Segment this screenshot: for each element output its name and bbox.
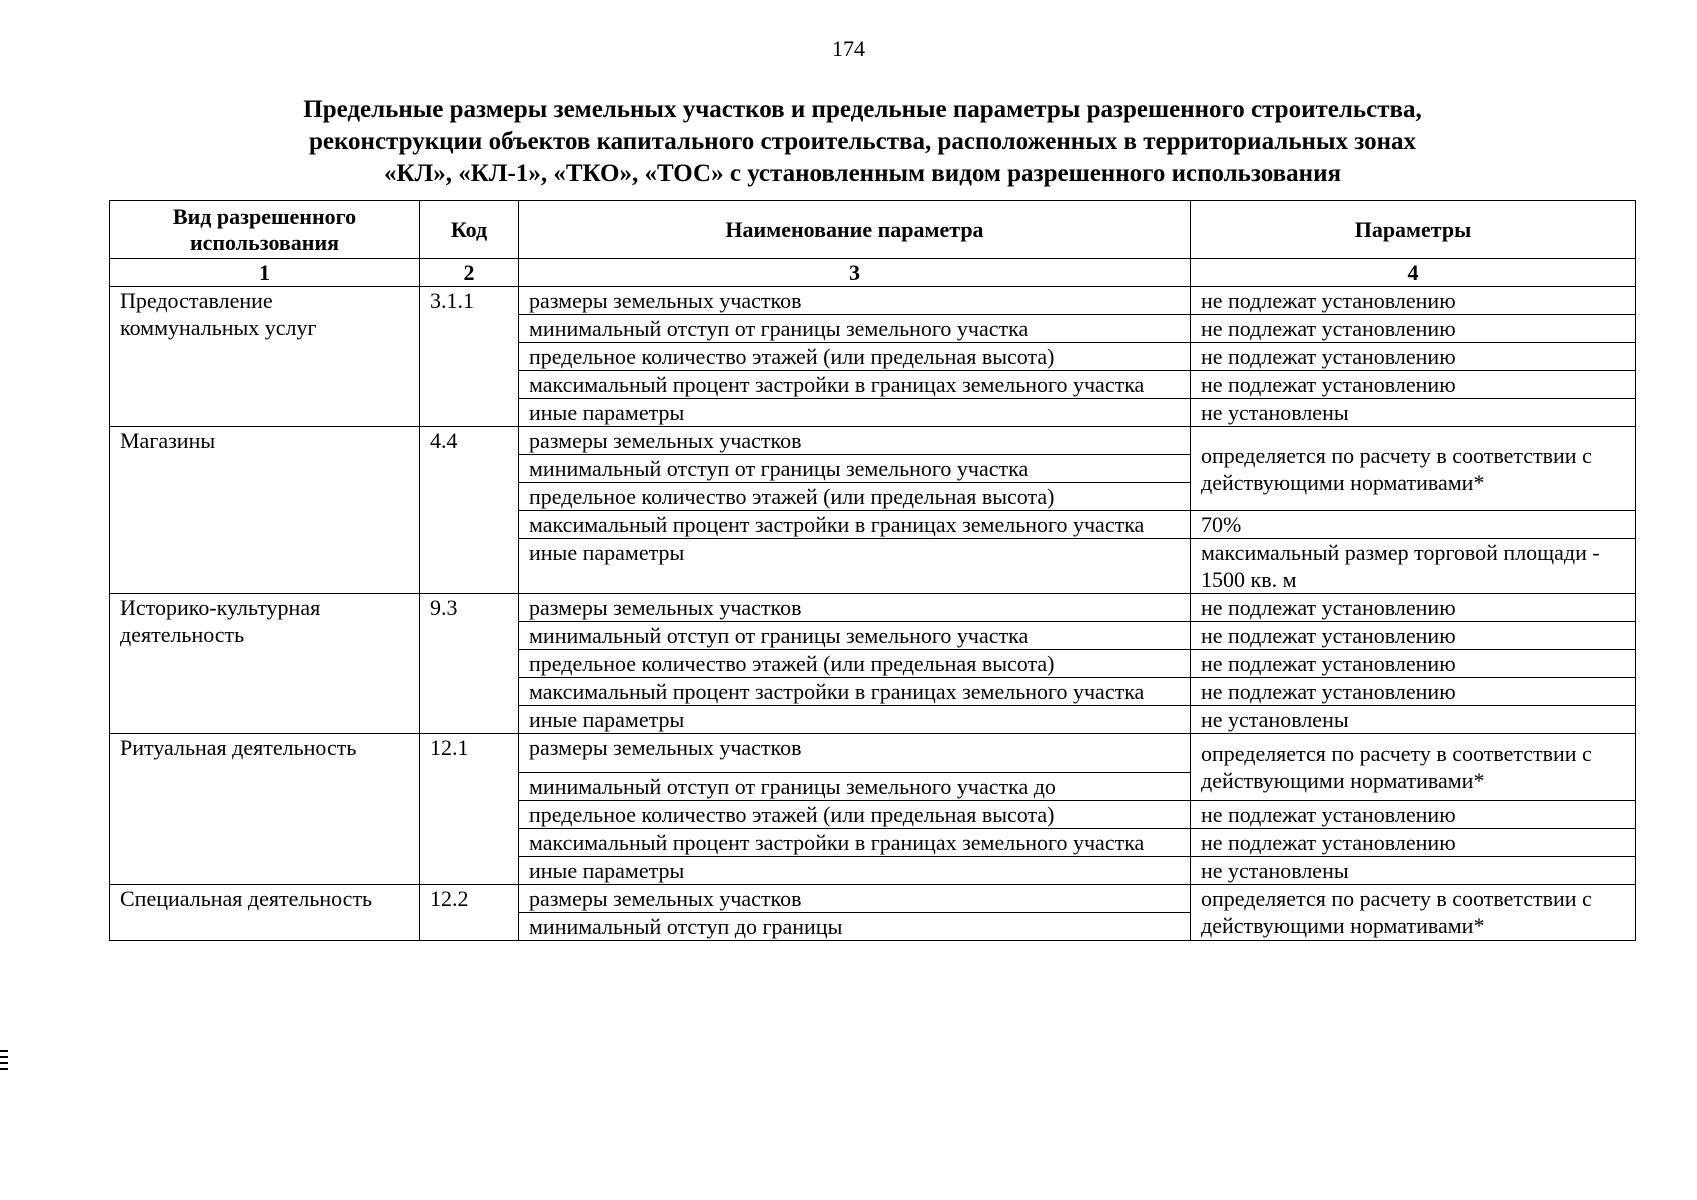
param-value-cell: определяется по расчету в соответствии с действующими нормативами* bbox=[1191, 427, 1636, 511]
param-name-cell: предельное количество этажей (или предельная высота) bbox=[519, 343, 1191, 371]
param-value-cell: не подлежат установлению bbox=[1191, 287, 1636, 315]
page-title bbox=[0, 94, 1697, 190]
parameters-table bbox=[109, 200, 1636, 941]
table-row bbox=[110, 885, 1636, 913]
param-value-cell: не подлежат установлению bbox=[1191, 650, 1636, 678]
param-name-cell: размеры земельных участков bbox=[519, 287, 1191, 315]
param-value-cell: не подлежат установлению bbox=[1191, 343, 1636, 371]
param-name-cell: иные параметры bbox=[519, 539, 1191, 594]
col-number: 2 bbox=[420, 259, 519, 287]
param-value-cell: не подлежат установлению bbox=[1191, 594, 1636, 622]
param-value-cell: не подлежат установлению bbox=[1191, 622, 1636, 650]
param-value-cell: определяется по расчету в соответствии с действующими нормативами* bbox=[1191, 885, 1636, 941]
param-name-cell: размеры земельных участков bbox=[519, 427, 1191, 455]
title-line-2: реконструкции объектов капитального строительства, расположенных в территориальных зонах bbox=[308, 128, 1417, 155]
param-name-cell: размеры земельных участков bbox=[519, 734, 1191, 773]
col-number: 4 bbox=[1191, 259, 1636, 287]
param-value-cell: не подлежат установлению bbox=[1191, 315, 1636, 343]
param-name-cell: максимальный процент застройки в границах земельного участка bbox=[519, 829, 1191, 857]
param-value-cell: максимальный размер торговой площади - 1500 кв. м bbox=[1191, 539, 1636, 594]
table-row bbox=[110, 594, 1636, 622]
param-value-cell: не установлены bbox=[1191, 706, 1636, 734]
code-cell: 3.1.1 bbox=[420, 287, 519, 427]
table-row bbox=[110, 287, 1636, 315]
param-name-cell: иные параметры bbox=[519, 857, 1191, 885]
code-cell: 4.4 bbox=[420, 427, 519, 594]
param-name-cell: размеры земельных участков bbox=[519, 885, 1191, 913]
param-value-cell: не подлежат установлению bbox=[1191, 801, 1636, 829]
param-value-cell: определяется по расчету в соответствии с действующими нормативами* bbox=[1191, 734, 1636, 801]
use-cell: Предоставление коммунальных услуг bbox=[110, 287, 420, 427]
page-number: 174 bbox=[832, 36, 865, 61]
use-cell: Магазины bbox=[110, 427, 420, 594]
param-name-cell: предельное количество этажей (или предельная высота) bbox=[519, 650, 1191, 678]
title-line-3: «КЛ», «КЛ-1», «ТКО», «ТОС» с установленным видом разрешенного использования bbox=[383, 160, 1342, 187]
param-name-cell: максимальный процент застройки в границах земельного участка bbox=[519, 511, 1191, 539]
param-value-cell: не подлежат установлению bbox=[1191, 371, 1636, 399]
param-name-cell: минимальный отступ от границы земельного участка до bbox=[519, 773, 1191, 801]
use-cell: Ритуальная деятельность bbox=[110, 734, 420, 885]
param-name-cell: предельное количество этажей (или предельная высота) bbox=[519, 483, 1191, 511]
param-name-cell: размеры земельных участков bbox=[519, 594, 1191, 622]
param-name-cell: минимальный отступ от границы земельного участка bbox=[519, 315, 1191, 343]
param-name-cell: максимальный процент застройки в границах земельного участка bbox=[519, 371, 1191, 399]
header-code: Код bbox=[420, 201, 519, 259]
param-name-cell: максимальный процент застройки в границах земельного участка bbox=[519, 678, 1191, 706]
table-row bbox=[110, 734, 1636, 773]
param-value-cell: 70% bbox=[1191, 511, 1636, 539]
code-cell: 12.2 bbox=[420, 885, 519, 941]
param-name-cell: минимальный отступ от границы земельного участка bbox=[519, 622, 1191, 650]
param-value-cell: не подлежат установлению bbox=[1191, 678, 1636, 706]
use-cell: Историко-культурная деятельность bbox=[110, 594, 420, 734]
table-row bbox=[110, 427, 1636, 455]
col-number: 3 bbox=[519, 259, 1191, 287]
param-name-cell: предельное количество этажей (или предельная высота) bbox=[519, 801, 1191, 829]
param-value-cell: не установлены bbox=[1191, 399, 1636, 427]
header-use: Вид разрешенного использования bbox=[110, 201, 420, 259]
code-cell: 12.1 bbox=[420, 734, 519, 885]
param-name-cell: иные параметры bbox=[519, 399, 1191, 427]
param-name-cell: минимальный отступ от границы земельного участка bbox=[519, 455, 1191, 483]
header-params: Параметры bbox=[1191, 201, 1636, 259]
code-cell: 9.3 bbox=[420, 594, 519, 734]
param-value-cell: не установлены bbox=[1191, 857, 1636, 885]
header-param-name: Наименование параметра bbox=[519, 201, 1191, 259]
scan-edge-marks bbox=[0, 1050, 8, 1074]
title-line-1: Предельные размеры земельных участков и предельные параметры разрешенного строительства, bbox=[303, 96, 1422, 123]
param-name-cell: минимальный отступ до границы bbox=[519, 913, 1191, 941]
param-name-cell: иные параметры bbox=[519, 706, 1191, 734]
col-number: 1 bbox=[110, 259, 420, 287]
param-value-cell: не подлежат установлению bbox=[1191, 829, 1636, 857]
use-cell: Специальная деятельность bbox=[110, 885, 420, 941]
